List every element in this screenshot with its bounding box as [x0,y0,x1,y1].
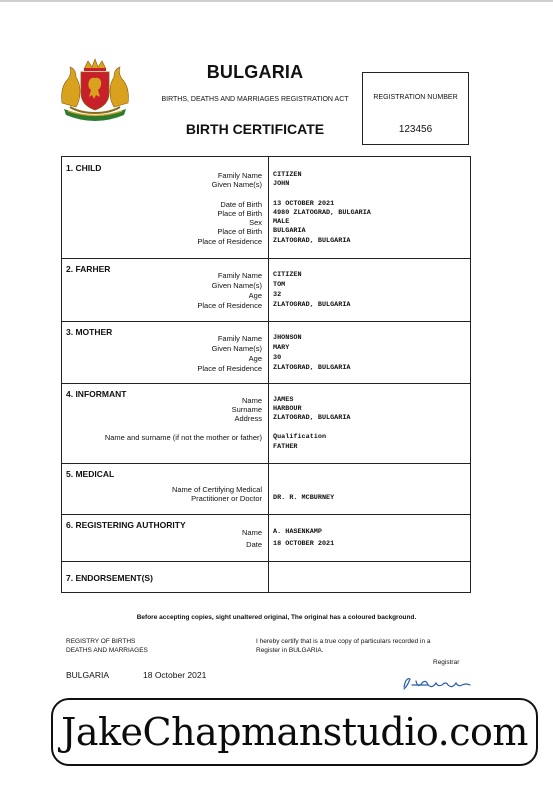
child-date-of-birth-value: 13 OCTOBER 2021 [273,200,335,208]
mother-family-name-label: Family Name [217,334,262,343]
original-notice: Before accepting copies, sight unaltered original, The original has a coloured background. [136,614,417,621]
child-family-name-value: CITIZEN [273,171,302,179]
section-title-informant: 4. INFORMANT [66,389,127,399]
authority-name-value: A. HASENKAMP [273,528,322,536]
section-title-medical: 5. MEDICAL [66,469,115,479]
mother-given-names-value: MARY [273,344,290,352]
father-age-value: 32 [273,291,282,299]
top-border-line [0,0,553,2]
mother-family-name-value: JHONSON [273,334,302,342]
section-mother [62,321,470,384]
child-date-of-birth-label: Date of Birth [220,200,262,209]
informant-qualification-label: Qualification [273,433,327,441]
informant-surname-value: HARBOUR [273,405,302,413]
registry-line1: REGISTRY OF BIRTHS [66,638,136,645]
section-title-mother: 3. MOTHER [66,327,113,337]
section-endorsements [62,561,470,592]
informant-name-label: Name [241,396,262,405]
issue-date: 18 October 2021 [143,670,207,680]
certification-block [256,637,431,655]
informant-qualification-value: FATHER [273,443,298,451]
section-medical [62,463,470,515]
coat-of-arms-emblem [58,57,132,123]
medical-doctor-value: DR. R. MCBURNEY [273,494,335,502]
registration-number-value: 123456 [398,124,433,135]
registration-number-box [362,72,469,145]
registrar-label: Registrar [433,659,460,666]
mother-given-names-label: Given Name(s) [211,344,262,353]
section-child [62,157,470,259]
child-given-names-value: JOHN [273,180,290,188]
registry-line2: DEATHS AND MARRIAGES [66,647,148,654]
father-residence-value: ZLATOGRAD, BULGARIA [273,301,351,309]
country-title: BULGARIA [206,62,304,82]
child-residence-label: Place of Residence [197,237,262,246]
child-residence-value: ZLATOGRAD, BULGARIA [273,237,351,245]
mother-residence-label: Place of Residence [197,364,262,373]
father-family-name-label: Family Name [217,271,262,280]
child-place-of-birth-value: 4980 ZLATOGRAD, BULGARIA [273,209,371,217]
medical-label-line2: Practitioner or Doctor [191,494,262,503]
section-title-father: 2. FARHER [66,264,111,274]
watermark-text: JakeChapmanstudio.com [61,710,528,754]
authority-date-value: 18 OCTOBER 2021 [273,540,335,548]
section-father [62,258,470,322]
section-title-authority: 6. REGISTERING AUTHORITY [66,520,186,530]
father-family-name-value: CITIZEN [273,271,302,279]
informant-address-label: Address [234,414,262,423]
informant-name-value: JAMES [273,396,294,404]
mother-age-value: 30 [273,354,282,362]
authority-name-label: Name [241,528,262,537]
section-title-endorsements: 7. ENDORSEMENT(S) [66,573,153,583]
medical-label-line1: Name of Certifying Medical [171,485,262,494]
section-registering-authority [62,514,470,562]
child-sex-label: Sex [249,218,262,227]
section-title-child: 1. CHILD [66,163,102,173]
informant-relation-label: Name and surname (if not the mother or father) [104,433,262,442]
document-title: BIRTH CERTIFICATE [185,121,325,137]
section-informant [62,383,470,464]
informant-surname-label: Surname [231,405,262,414]
registrar-signature [398,673,478,693]
father-residence-label: Place of Residence [197,301,262,310]
certify-line1: I hereby certify that is a true copy of particulars recorded in a [256,638,431,645]
issue-place: BULGARIA [66,670,109,680]
child-family-name-label: Family Name [217,171,262,180]
registry-block [66,637,148,655]
act-subtitle: BIRTHS, DEATHS AND MARRIAGES REGISTRATION ACT [161,96,349,103]
father-age-label: Age [248,291,262,300]
child-country-of-birth-value: BULGARIA [273,227,306,235]
certificate-form-table [61,156,471,593]
certify-line2: Register in BULGARIA. [256,647,324,654]
mother-age-label: Age [248,354,262,363]
child-place-of-birth-label: Place of Birth [217,209,262,218]
child-country-of-birth-label: Place of Birth [217,227,262,236]
father-given-names-value: TOM [273,281,286,289]
mother-residence-value: ZLATOGRAD, BULGARIA [273,364,351,372]
child-sex-value: MALE [273,218,290,226]
father-given-names-label: Given Name(s) [211,281,262,290]
informant-address-value: ZLATOGRAD, BULGARIA [273,414,351,422]
registration-number-label: REGISTRATION NUMBER [373,94,458,101]
watermark-banner [51,698,538,766]
child-given-names-label: Given Name(s) [211,180,262,189]
authority-date-label: Date [246,540,262,549]
